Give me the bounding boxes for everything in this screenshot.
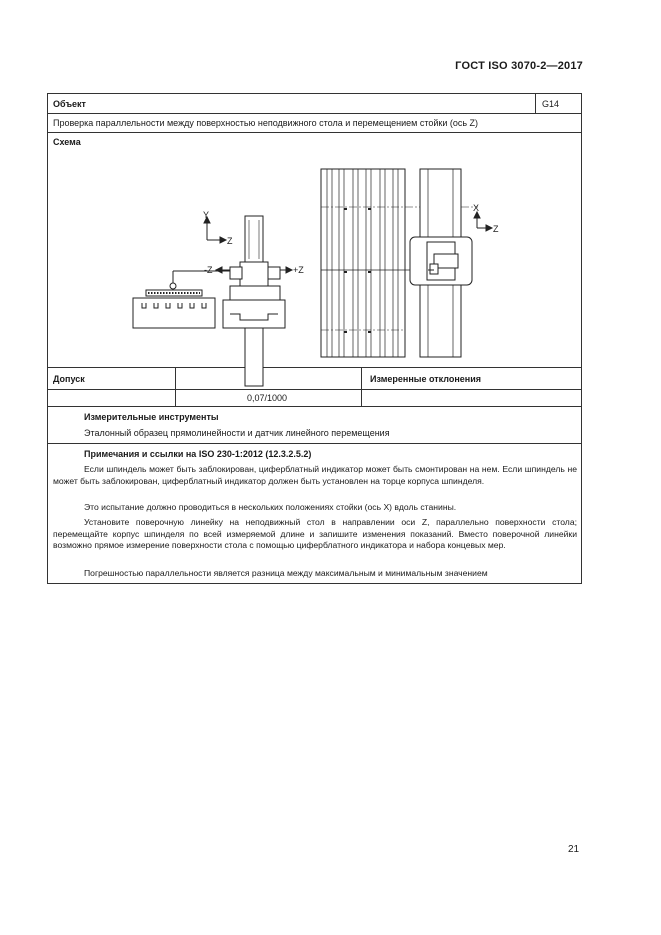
spindle-head [240,262,268,286]
column-base [230,286,280,300]
machine-top-view [321,169,492,357]
row-divider [48,389,581,390]
note-paragraph: Погрешностью параллельности является разница между максимальным и минимальным значением [84,568,488,578]
test-sheet-table [47,93,582,584]
measured-deviations-label: Измеренные отклонения [370,374,482,384]
row-divider [48,367,581,368]
minus-z-label: -Z [204,265,213,275]
tolerance-label: Допуск [53,374,85,384]
machine-side-view [133,216,292,386]
bed-outline [321,169,405,357]
instruments-title: Измерительные инструменты [84,412,219,422]
object-description: Проверка параллельности между поверхностью неподвижного стола и перемещением стойки (ось Z) [53,118,479,128]
row-divider [48,443,581,444]
x-axis-label: X [473,203,480,213]
z-axis-label: Z [227,236,233,246]
column-divider [175,367,176,406]
fixed-table [133,298,215,328]
instruments-text: Эталонный образец прямолинейности и датчик линейного перемещения [84,428,390,438]
object-code: G14 [542,99,560,109]
z-arrow-icon [220,237,226,243]
z2-axis-label: Z [493,224,499,234]
object-label: Объект [53,99,86,109]
page-number: 21 [568,844,580,855]
z2-arrow-icon [486,225,492,231]
column-divider [361,367,362,406]
dial-indicator [170,283,176,289]
tolerance-value: 0,07/1000 [247,393,288,403]
spindle-nose [230,267,242,279]
note-paragraph: Установите поверочную линейку на неподвижный стол в направлении оси Z, параллельно поверхности стола; перемещайте корпус шпинделя по всей измеряемой длине и запишите изменения показаний. Вместо поверочной линейки возможно прямое измерение поверхности стола с помощью циферблатного индикатора и набора концевых мер. [53,517,577,551]
indicator-head [430,264,438,274]
y-axis-label: Y [203,210,210,220]
minus-z-arrow-icon [216,267,222,273]
plus-z-label: +Z [293,265,304,275]
plus-z-arrow-icon [286,267,292,273]
spindle-back [268,267,280,279]
row-divider [48,406,581,407]
scheme-diagram [48,94,583,367]
scheme-label: Схема [53,137,81,147]
note-paragraph: Если шпиндель может быть заблокирован, циферблатный индикатор может быть смонтирован на нем. Если шпиндель не может быть заблокирован, циферблатный индикатор должен быть установлен на торце корпуса шпинделя. [53,464,577,486]
document-header: ГОСТ ISO 3070-2—2017 [455,60,583,72]
note-paragraph: Это испытание должно проводиться в нескольких положениях стойки (ось X) вдоль станины. [84,502,457,512]
notes-title: Примечания и ссылки на ISO 230-1:2012 (12.3.2.5.2) [84,449,312,459]
